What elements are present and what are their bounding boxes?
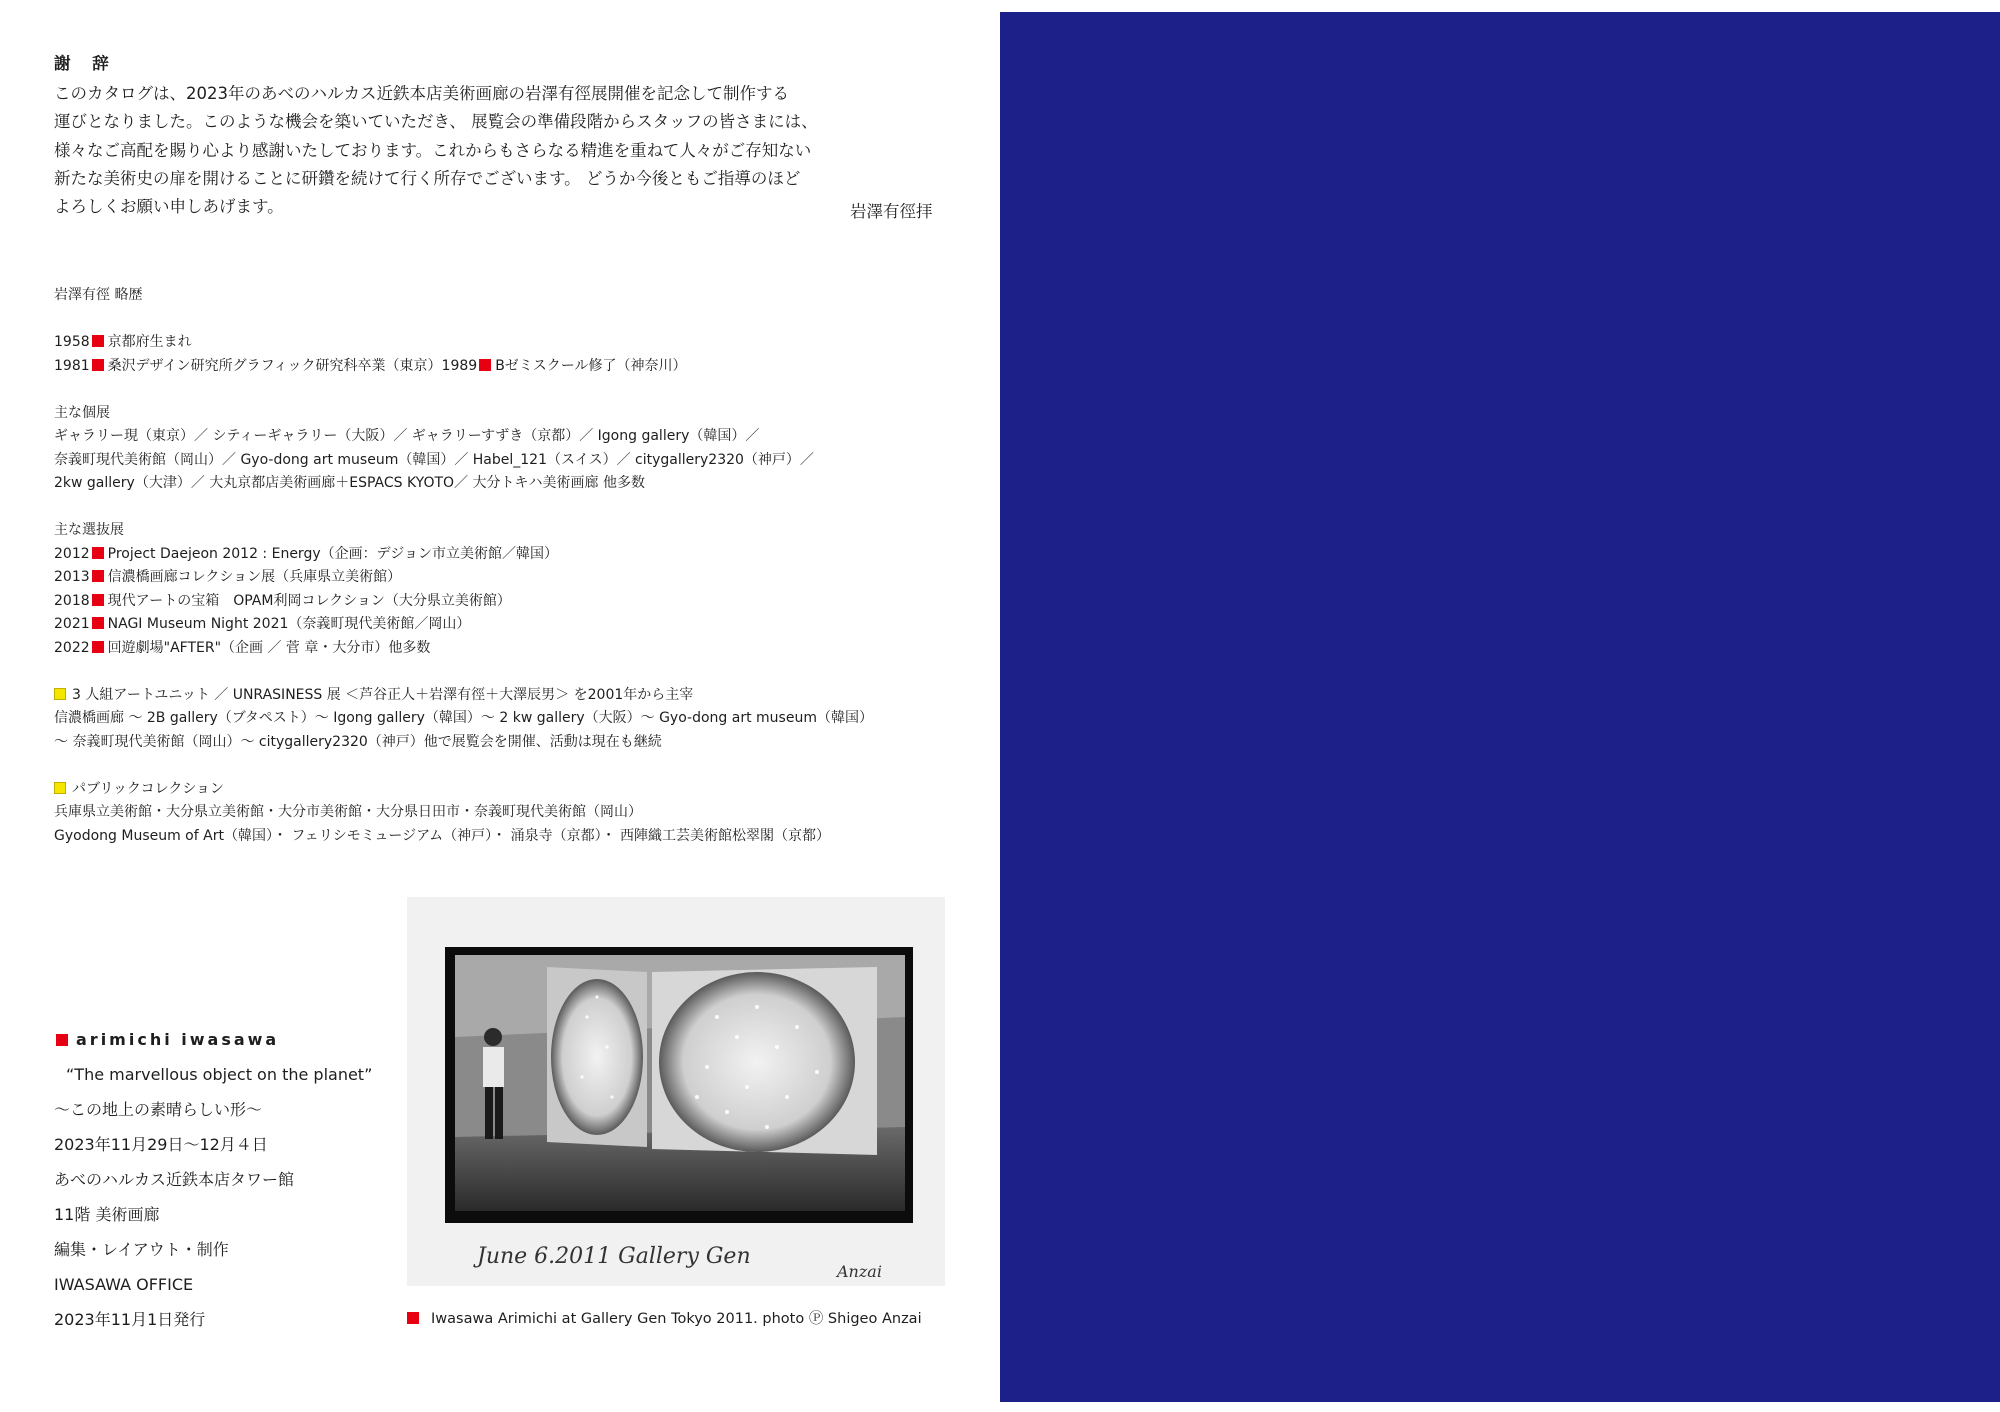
group-text: 信濃橋画廊コレクション展（兵庫県立美術館） bbox=[107, 569, 402, 585]
red-square-icon bbox=[92, 570, 104, 582]
biography bbox=[54, 284, 954, 848]
photo-caption-text: Iwasawa Arimichi at Gallery Gen Tokyo 2011. photo Ⓟ Shigeo Anzai bbox=[431, 1311, 922, 1327]
red-square-icon bbox=[56, 1034, 68, 1046]
year: 2012 bbox=[54, 545, 90, 562]
red-square-icon bbox=[92, 547, 104, 559]
unit-heading bbox=[54, 684, 954, 708]
credit-label: 編集・レイアウト・制作 bbox=[54, 1240, 229, 1259]
acknowledgement-title: 謝 辞 bbox=[54, 54, 117, 73]
photo-caption bbox=[407, 1307, 922, 1328]
spacer bbox=[54, 308, 954, 332]
unit-line: ～ 奈義町現代美術館（岡山）～ citygallery2320（神戸）他で展覧会を開催、活動は現在も継続 bbox=[54, 733, 662, 750]
acknowledgement-line: このカタログは、2023年のあべのハルカス近鉄本店美術画廊の岩澤有徑展開催を記念して制作する bbox=[54, 84, 789, 103]
red-square-icon bbox=[92, 617, 104, 629]
photo-handwriting: June 6.2011 Gallery Gen bbox=[477, 1244, 751, 1269]
yellow-square-icon bbox=[54, 782, 66, 794]
group-text: 現代アートの宝箱 OPAM利岡コレクション（大分県立美術館） bbox=[107, 592, 511, 609]
colophon bbox=[54, 1022, 372, 1337]
acknowledgement-signature: 岩澤有徑拝 bbox=[850, 202, 933, 221]
unit-line: 信濃橋画廊 ～ 2B gallery（ブタペスト）～ Igong gallery（韓国）～ 2 kw gallery（大阪）～ Gyo-dong art museum（韓国） bbox=[54, 710, 873, 726]
unit-heading-text: 3 人組アートユニット ／ UNRASINESS 展 ＜芦谷正人＋岩澤有徑＋大澤辰男＞ を2001年から主宰 bbox=[72, 686, 694, 703]
office-name: IWASAWA OFFICE bbox=[54, 1275, 194, 1294]
education-line bbox=[54, 355, 954, 379]
artist-name-text: arimichi iwasawa bbox=[76, 1030, 280, 1049]
red-square-icon bbox=[92, 359, 104, 371]
acknowledgement-line: 新たな美術史の扉を開けることに研鑽を続けて行く所存でございます。 どうか今後ともご指導のほど bbox=[54, 168, 801, 188]
collection-heading-text: パブリックコレクション bbox=[72, 780, 225, 797]
red-square-icon bbox=[92, 335, 104, 347]
photo-artwork bbox=[407, 897, 945, 1286]
spacer bbox=[54, 378, 954, 402]
blue-panel bbox=[1000, 12, 2000, 1402]
collection-line: 兵庫県立美術館・大分県立美術館・大分市美術館・大分県日田市・奈義町現代美術館（岡山） bbox=[54, 804, 642, 820]
solo-line: ギャラリー現（東京）／ シティーギャラリー（大阪）／ ギャラリーすずき（京都）／ Igong gallery（韓国）／ bbox=[54, 428, 760, 444]
group-item bbox=[54, 613, 954, 637]
group-text: Project Daejeon 2012 : Energy（企画：デジョン市立美術館／韓国） bbox=[107, 545, 559, 562]
year: 1981 bbox=[54, 357, 90, 374]
acknowledgement-line: 様々なご高配を賜り心より感謝いたしております。これからもさらなる精進を重ねて人々がご存知ない bbox=[54, 140, 812, 160]
birth-line bbox=[54, 331, 954, 355]
red-square-icon bbox=[92, 641, 104, 653]
group-item bbox=[54, 543, 954, 567]
exhibition-title-ja: ～この地上の素晴らしい形～ bbox=[54, 1100, 263, 1119]
exhibition-venue: あべのハルカス近鉄本店タワー館 bbox=[54, 1170, 295, 1189]
education-text: 桑沢デザイン研究所グラフィック研究科卒業（東京） bbox=[107, 357, 442, 374]
photo-signature: Anzai bbox=[837, 1262, 882, 1281]
year: 2021 bbox=[54, 616, 90, 632]
spacer bbox=[54, 754, 954, 778]
acknowledgement-body bbox=[54, 80, 948, 221]
collection-line: Gyodong Museum of Art（韓国）・ フェリシモミュージアム（神戸）・ 涌泉寺（京都）・ 西陣織工芸美術館松翠閣（京都） bbox=[54, 827, 831, 844]
exhibition-floor: 11階 美術画廊 bbox=[54, 1205, 160, 1224]
group-text: 回遊劇場"AFTER"（企画 ／ 菅 章・大分市）他多数 bbox=[107, 639, 431, 656]
issue-date: 2023年11月1日発行 bbox=[54, 1310, 206, 1329]
year: 1989 bbox=[441, 357, 478, 374]
year: 1958 bbox=[54, 334, 90, 350]
exhibition-title-en: “The marvellous object on the planet” bbox=[66, 1065, 373, 1084]
group-item bbox=[54, 566, 954, 590]
year: 2013 bbox=[54, 569, 90, 585]
collection-heading bbox=[54, 778, 954, 802]
solo-line: 2kw gallery（大津）／ 大丸京都店美術画廊＋ESPACS KYOTO／ 大分トキハ美術画廊 他多数 bbox=[54, 475, 645, 491]
group-item bbox=[54, 637, 954, 661]
solo-heading: 主な個展 bbox=[54, 404, 110, 421]
artist-name bbox=[54, 1022, 372, 1057]
acknowledgement-line: 運びとなりました。このような機会を築いていただき、 展覧会の準備段階からスタッフの皆さまには、 bbox=[54, 112, 818, 132]
red-square-icon bbox=[92, 594, 104, 606]
red-square-icon bbox=[479, 359, 491, 371]
group-item bbox=[54, 590, 954, 614]
exhibition-dates: 2023年11月29日～12月４日 bbox=[54, 1135, 268, 1154]
acknowledgement-line: よろしくお願い申しあげます。 bbox=[54, 197, 284, 217]
education-text: Bゼミスクール修了（神奈川） bbox=[495, 357, 687, 374]
biography-heading: 岩澤有徑 略歴 bbox=[54, 287, 143, 303]
group-heading: 主な選抜展 bbox=[54, 522, 124, 538]
red-square-icon bbox=[407, 1312, 419, 1324]
yellow-square-icon bbox=[54, 688, 66, 700]
year: 2018 bbox=[54, 592, 90, 609]
year: 2022 bbox=[54, 639, 90, 656]
spacer bbox=[54, 496, 954, 520]
spacer bbox=[54, 660, 954, 684]
solo-line: 奈義町現代美術館（岡山）／ Gyo-dong art museum（韓国）／ Habel_121（スイス）／ citygallery2320（神戸）／ bbox=[54, 451, 814, 468]
exhibition-photo bbox=[407, 897, 945, 1286]
birth-text: 京都府生まれ bbox=[107, 334, 192, 350]
group-text: NAGI Museum Night 2021（奈義町現代美術館／岡山） bbox=[107, 616, 471, 632]
